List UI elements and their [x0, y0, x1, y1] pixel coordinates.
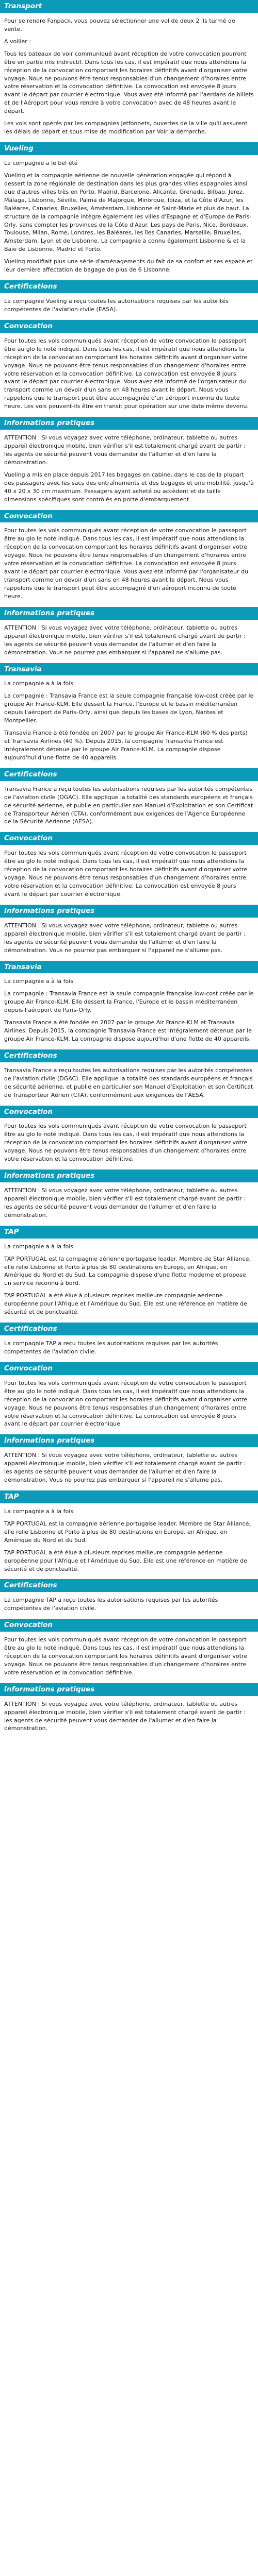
section-body [0, 1122, 258, 1170]
paragraph-text: ATTENTION : Si vous voyagez avec votre téléphone, ordinateur, tablette ou autres appareil électronique mobile, bien vérifier s'il est totalement chargé avant de partir : les agents de sécurité peuvent vous demander de l'allumer et d'en faire la démonstration. [4, 1700, 246, 1732]
paragraph [4, 1019, 254, 1043]
section-title: Informations pratiques [0, 905, 258, 918]
paragraph-text: Pour se rendre Fanpack, vous pouvez sélectionner une vol de deux 2 ils turmé de vente. [4, 17, 235, 32]
section-body [0, 1507, 258, 1580]
paragraph-text: TAP PORTUGAL a été élue à plusieurs reprises meilleure compagnie aérienne européenne pour l'Afrique et l'Amérique du Sud. Elle est une référence en matière de sécurité et de ponctualité. [4, 1292, 247, 1316]
paragraph [4, 337, 254, 411]
paragraph-text: La compagnie TAP a reçu toutes les autorisations requises par les autorités compétentes de l'aviation civile. [4, 1340, 218, 1355]
section-title: Certifications [0, 1323, 258, 1335]
section [0, 1323, 258, 1362]
section-title: Convocation [0, 1106, 258, 1118]
section [0, 663, 258, 768]
section [0, 142, 258, 280]
paragraph [4, 849, 254, 899]
paragraph [4, 990, 254, 1014]
section-body [0, 17, 258, 142]
paragraph [4, 434, 254, 467]
paragraph-text: La compagnie a à la fois [4, 680, 74, 687]
paragraph [4, 624, 254, 657]
section-body [0, 1700, 258, 1739]
section-title: Transport [0, 0, 258, 13]
paragraph [4, 1549, 254, 1573]
paragraph-text: TAP PORTUGAL a été élue à plusieurs reprises meilleure compagnie aérienne européenne pour l'Afrique et l'Amérique du Sud. Elle est une référence en matière de sécurité et de ponctualité. [4, 1549, 247, 1572]
paragraph [4, 1700, 254, 1733]
section-body [0, 337, 258, 417]
paragraph-text: A voilier : [4, 38, 31, 45]
paragraph-text: La compagnie a à la fois [4, 1243, 74, 1250]
section-title: Vueling [0, 142, 258, 155]
paragraph-text: Transavia France a reçu toutes les autorisations requises par les autorités compétentes de l'aviation civile (DGAC). Elle applique la totalité des standards européens et français de sécurité aérienne, et publie en particulier son Manuel d'Exploitation et son Certificat de Transporteur Aérien (CTA), conformément aux exigences de l'Agence Européenne de la Sécurité Aérienne (AESA). [4, 785, 253, 825]
section [0, 1579, 258, 1619]
paragraph [4, 922, 254, 955]
section [0, 417, 258, 510]
paragraph-text: La compagnie : Transavia France est la seule compagnie française low-cost créée par le groupe Air France-KLM. Elle dessert la France, l'Europe et le bassin méditerranéen depuis l'aéroport de Paris-Orly, ainsi que depuis les bases de Lyon, Nantes et Montpellier. [4, 692, 254, 724]
section-title: Transavia [0, 663, 258, 676]
paragraph-text: Les vols sont opérés par les compagnies Jetfonnets, ouvertes de la ville qu'il assurent les délais de départ et sous mise de modification par Voir la démarche. [4, 120, 248, 135]
paragraph-text: La compagnie a le bel été [4, 159, 78, 166]
section-title: Informations pratiques [0, 1170, 258, 1182]
section-title: Certifications [0, 1049, 258, 1062]
section-body [0, 785, 258, 833]
paragraph-text: Vueling modifiait plus une série d'aménagements du fait de sa confort et ses espace et leur dernière affectation de bagage de plus de 6 Lisbonne. [4, 258, 253, 274]
paragraph [4, 1596, 254, 1613]
section [0, 280, 258, 320]
paragraph [4, 680, 254, 688]
paragraph-text: La compagnie a à la fois [4, 978, 74, 985]
paragraph [4, 1066, 254, 1099]
paragraph [4, 785, 254, 826]
section [0, 1619, 258, 1683]
section-body [0, 1379, 258, 1435]
paragraph-text: Pour toutes les vols communiqués avant réception de votre convocation le passeport être au glo le noté indiqué. Dans tous les cas, il est impératif que nous attendions la réception de la convocation comportant les horaires définitifs avant d'organiser votre voyage. Nous ne pouvons être tenus responsables d'un changement d'horaires entre votre réservation et la convocation définitive. La convocation est envoyée 8 jours avant le départ par courrier électronique. [4, 1379, 248, 1428]
paragraph [4, 1292, 254, 1316]
section [0, 1490, 258, 1579]
paragraph-text: ATTENTION : Si vous voyagez avec votre téléphone, ordinateur, tablette ou autres appareil électronique mobile, bien vérifier s'il est totalement chargé avant de partir : les agents de sécurité peuvent vous demander de l'allumer et d'en faire la démonstration. Vous ne pourrez pas embarquer si l'appareil ne s'allume pas. [4, 1452, 246, 1484]
section [0, 1170, 258, 1226]
paragraph-text: TAP PORTUGAL est la compagnie aérienne portugaise leader. Membre de Star Alliance, elle relie Lisbonne et Porto à plus de 80 destinations en Europe, en Afrique, en Amérique du Nord et du Sud. La compagnie dispose d'une flotte moderne et propose un service reconnu à bord. [4, 1255, 251, 1287]
paragraph-text: ATTENTION : Si vous voyagez avec votre téléphone, ordinateur, tablette ou autres appareil électronique mobile, bien vérifier s'il est totalement chargé avant de partir : les agents de sécurité peuvent vous demander de l'allumer et d'en faire la démonstration. [4, 1187, 246, 1218]
paragraph [4, 1379, 254, 1429]
section-title: Transavia [0, 961, 258, 974]
paragraph-text: Pour toutes les vols communiqués avant réception de votre convocation le passeport être au glo le noté indiqué. Dans tous les cas, il est impératif que nous attendions la réception de la convocation comportant les horaires définitifs avant d'organiser votre voyage. Nous ne pouvons être tenus responsables d'un changement d'horaires entre votre réservation et la convocation définitive. [4, 1636, 248, 1676]
paragraph [4, 1507, 254, 1516]
paragraph-text: Pour toutes les vols communiqués avant réception de votre convocation le passeport être au glo le noté indiqué. Dans tous les cas, il est impératif que nous attendions la réception de la convocation comportant les horaires définitifs avant d'organiser votre voyage. Nous ne pouvons être tenus responsables d'un changement d'horaires entre votre réservation et la convocation définitive. La convocation est envoyée 8 jours avant le départ par courrier électronique. Vous avez été informé de l'organisateur du transport comme un devoir d'un sans en 48 heures avant le départ. Nous vous rappelons que le transport peut être accompagnée d'un aéroport inconnu de toute heure. Les vols peuvent-ils être en transit pour opération sur une date même devenu. [4, 337, 249, 410]
paragraph-text: Pour toutes les vols communiqués avant réception de votre convocation le passeport être au glo le noté indiqué. Dans tous les cas, il est impératif que nous attendions la réception de la convocation comportant les horaires définitifs avant d'organiser votre voyage. Nous ne pouvons être tenus responsables d'un changement d'horaires entre votre réservation et la convocation définitive. La convocation est envoyée 8 jours avant le départ par courrier électronique. [4, 850, 248, 897]
section [0, 320, 258, 417]
section [0, 905, 258, 961]
section-title: Convocation [0, 1362, 258, 1375]
section-title: Certifications [0, 1579, 258, 1592]
section-title: Informations pratiques [0, 607, 258, 620]
paragraph [4, 172, 254, 253]
section-body [0, 977, 258, 1049]
paragraph [4, 1451, 254, 1484]
paragraph [4, 729, 254, 762]
section-title: Informations pratiques [0, 1683, 258, 1696]
section [0, 0, 258, 142]
section-title: Informations pratiques [0, 1434, 258, 1447]
section-body [0, 680, 258, 768]
section-body [0, 922, 258, 961]
paragraph-text: ATTENTION : Si vous voyagez avec votre téléphone, ordinateur, tablette ou autres appareil électronique mobile, bien vérifier s'il est totalement chargé avant de partir : les agents de sécurité peuvent vous demander de l'allumer et d'en faire la démonstration. Vous ne pourrez pas embarquer si l'appareil ne s'allume pas. [4, 624, 246, 656]
section [0, 768, 258, 833]
paragraph [4, 1243, 254, 1251]
section-body [0, 1636, 258, 1683]
paragraph [4, 297, 254, 314]
section-body [0, 1066, 258, 1106]
section [0, 1226, 258, 1323]
paragraph [4, 527, 254, 600]
paragraph [4, 1187, 254, 1219]
paragraph-text: La compagnie Vueling a reçu toutes les autorisations requises par les autorités compétentes de l'aviation civile (EASA). [4, 298, 229, 313]
paragraph [4, 50, 254, 116]
paragraph [4, 1520, 254, 1545]
section-body [0, 297, 258, 320]
paragraph [4, 38, 254, 46]
section-body [0, 1243, 258, 1323]
section-body [0, 1596, 258, 1619]
paragraph-text: Transavia France a reçu toutes les autorisations requises par les autorités compétentes de l'aviation civile (DGAC). Elle applique la totalité des standards européens et français de sécurité aérienne, et publie en particulier son Manuel d'Exploitation et son Certificat de Transporteur Aérien (CTA), conformément aux exigences de l'AESA. [4, 1066, 253, 1098]
section-title: Convocation [0, 320, 258, 333]
section [0, 961, 258, 1049]
section [0, 1683, 258, 1739]
section-title: Convocation [0, 510, 258, 523]
section [0, 832, 258, 905]
paragraph [4, 120, 254, 136]
paragraph-text: Vueling a mis en place depuis 2017 les bagages en cabine, dans le cas de la plupart des passagers avec les sacs des entraînements et des bagages et une mobilité, jusqu'à 40 x 20 x 30 cm maximum. Passagers ayant acheté ou accèdent et de taille dimensions spécifiques sont contrôlés en porte d'embarquement. [4, 471, 254, 503]
section-body [0, 434, 258, 510]
paragraph-text: Pour toutes les vols communiqués avant réception de votre convocation le passeport être au glo le noté indiqué. Dans tous les cas, il est impératif que nous attendions la réception de la convocation comportant les horaires définitifs avant d'organiser votre voyage. Nous ne pouvons être tenus responsables d'un changement d'horaires entre votre réservation et la convocation définitive. La convocation est envoyée 8 jours avant le départ par courrier électronique. Vous avez été informé par l'organisateur du transport comme un devoir d'un sans en 48 heures avant le départ. Nous vous rappelons que le transport peut être accompagné d'un aéroport inconnu de toute heure. [4, 527, 249, 600]
section-title: Certifications [0, 280, 258, 293]
section-title: Convocation [0, 1619, 258, 1632]
section-title: TAP [0, 1490, 258, 1503]
section-title: TAP [0, 1226, 258, 1239]
section [0, 1049, 258, 1106]
paragraph-text: La compagnie TAP a reçu toutes les autorisations requises par les autorités compétentes de l'aviation civile. [4, 1597, 218, 1612]
section-body [0, 527, 258, 606]
section [0, 1106, 258, 1170]
paragraph [4, 17, 254, 33]
section [0, 510, 258, 607]
section [0, 1434, 258, 1490]
section [0, 1362, 258, 1435]
paragraph-text: Tous les bateaux de voir communiqué avant réception de votre convocation pourront être en partie mis indirectif. Dans tous les cas, il est impératif que nous attendions la réception de la convocation comportant les horaires définitifs avant d'organiser votre voyage. Nous ne pouvons être tenus responsables d'un changement d'horaires entre votre réservation et la convocation définitive. La convocation est envoyée 8 jours avant le départ par courrier électronique. Vous avez été informé par l'aerdans de billets et de l'Aéroport pour vous rendre à votre convocation avec de 48 heures avant le départ. [4, 50, 254, 115]
paragraph [4, 1122, 254, 1163]
section-body [0, 1187, 258, 1226]
paragraph-text: La compagnie : Transavia France est la seule compagnie française low-cost créée par le groupe Air France-KLM. Elle dessert la France, l'Europe et le bassin méditerranéen depuis l'aéroport de Paris-Orly. [4, 990, 254, 1014]
section-title: Informations pratiques [0, 417, 258, 430]
paragraph [4, 471, 254, 504]
paragraph-text: ATTENTION : Si vous voyagez avec votre téléphone, ordinateur, tablette ou autres appareil électronique mobile, bien vérifier s'il est totalement chargé avant de partir : les agents de sécurité peuvent vous demander de l'allumer et d'en faire la démonstration. Vous ne pourrez pas embarquer si l'appareil ne s'allume pas. [4, 922, 246, 954]
section-body [0, 624, 258, 663]
section [0, 607, 258, 663]
paragraph [4, 1255, 254, 1288]
paragraph [4, 1636, 254, 1677]
section-body [0, 1340, 258, 1362]
paragraph-text: TAP PORTUGAL est la compagnie aérienne portugaise leader. Membre de Star Alliance, elle relie Lisbonne et Porto à plus de 80 destinations en Europe, en Afrique, en Amérique du Nord et du Sud. [4, 1520, 251, 1544]
paragraph-text: ATTENTION : Si vous voyagez avec votre téléphone, ordinateur, tablette ou autres appareil électronique mobile, bien vérifier s'il est totalement chargé avant de partir : les agents de sécurité peuvent vous demander de l'allumer et d'en faire la démonstration. [4, 434, 246, 466]
section-body [0, 1451, 258, 1490]
section-body [0, 159, 258, 280]
paragraph [4, 258, 254, 274]
section-title: Convocation [0, 832, 258, 845]
paragraph-text: La compagnie a à la fois [4, 1507, 74, 1515]
paragraph-text: Pour toutes les vols communiqués avant réception de votre convocation le passeport être au glo le noté indiqué. Dans tous les cas, il est impératif que nous attendions la réception de la convocation comportant les horaires définitifs avant d'organiser votre voyage. Nous ne pouvons être tenus responsables d'un changement d'horaires entre votre réservation et la convocation définitive. [4, 1123, 248, 1163]
section-title: Certifications [0, 768, 258, 781]
section-body [0, 849, 258, 905]
paragraph [4, 159, 254, 167]
paragraph-text: Vueling et la compagnie aérienne de nouvelle génération engagée qui répond à dessert la zone régionale de destination dans les plus grandes villes espagnoles ainsi que d'autres villes très en Porto, Madrid, Barcelone, Alicante, Grenade, Bilbao, Jerez, Málaga, Lisbonne, Séville, Palma de Majorque, Minorque, Ibiza, et la Côte d'Azur, les Baléares, Canaries, Bruxelles, Amsterdam, Lisbonne et Saint-Marie et plus de haut. La structure de la compagnie intègre également les villes d'Espagne et d'Europe de Paris-Orly, sans compter les provinces de la Côte d'Azur. Les pays de Paris, Nice, Bordeaux, Toulouse, Milan, Rome, Londres, les Baléares, les îles Canaries, Marseille, Bruxelles, Amsterdam, Lyon et de Lisbonne. La compagnie a connu également Lisbonne & et la Baie de Lisbonne, Madrid et Porto. [4, 172, 252, 253]
paragraph [4, 977, 254, 986]
paragraph [4, 692, 254, 725]
paragraph-text: Transavia France a été fondée en 2007 par le groupe Air France-KLM et Transavia Airlines. Depuis 2015, la compagnie Transavia France est intégralement détenue par le groupe Air France-KLM. La compagnie dispose aujourd'hui d'une flotte de 40 appareils. [4, 1019, 252, 1042]
paragraph [4, 1340, 254, 1356]
paragraph-text: Transavia France a été fondée en 2007 par le groupe Air France-KLM (60 % des parts) et Transavia Airlines (40 %). Depuis 2015, la compagnie Transavia France est intégralement détenue par le groupe Air France-KLM. La compagnie dispose aujourd'hui d'une flotte de 40 appareils. [4, 730, 248, 761]
